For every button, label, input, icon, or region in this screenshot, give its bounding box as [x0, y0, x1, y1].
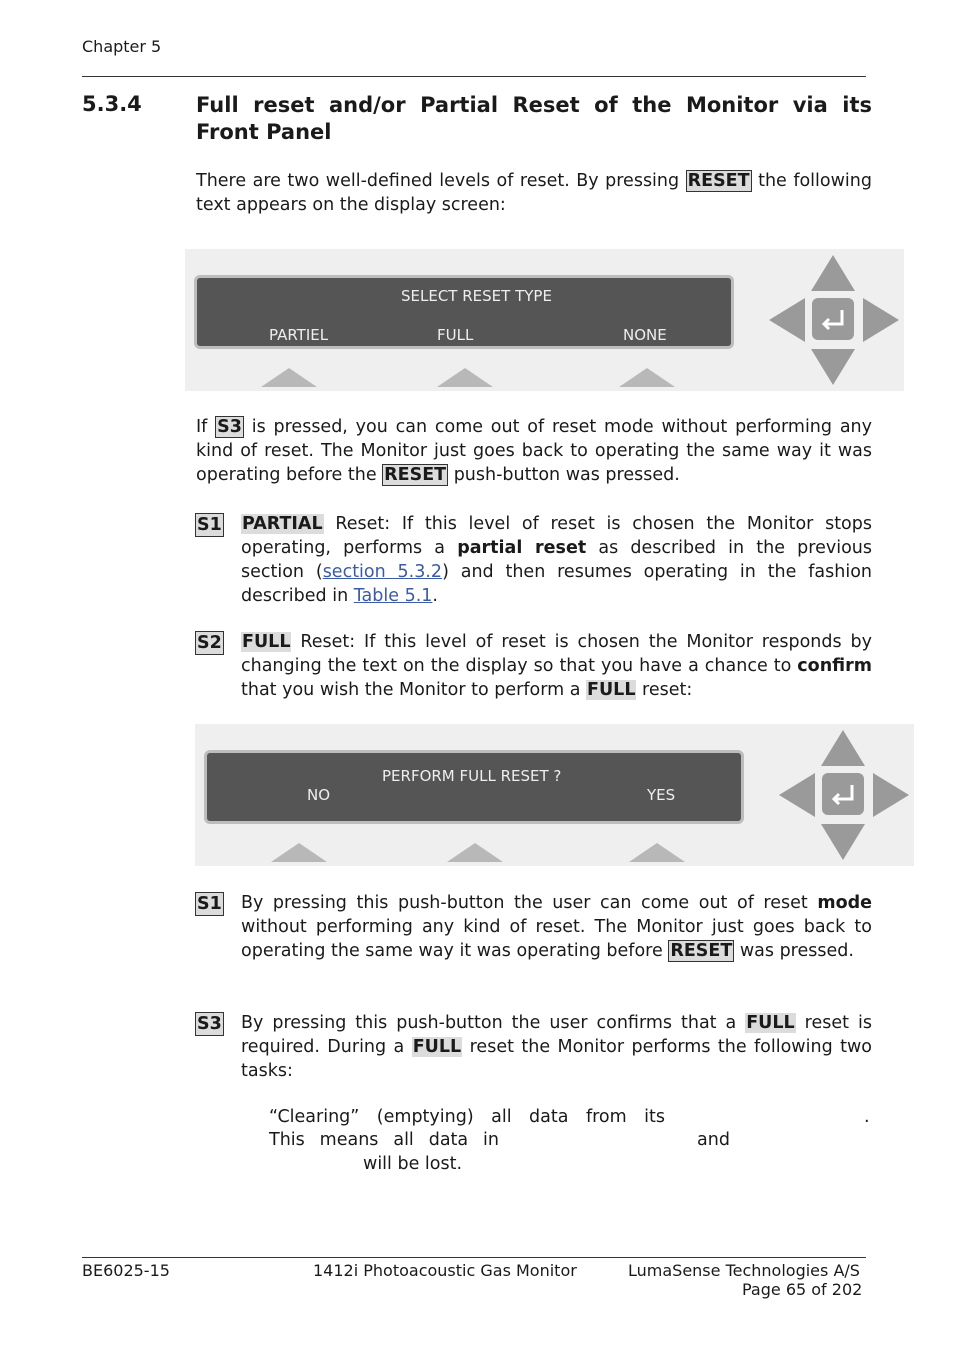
enter-key-icon[interactable] [822, 773, 864, 815]
s3-confirm-tag: S3 [197, 1014, 222, 1034]
softkey-s3-icon[interactable] [619, 368, 675, 387]
footer-rule [82, 1257, 866, 1258]
lcd-option-none: NONE [623, 326, 667, 344]
display-panel-1 [185, 249, 904, 391]
arrow-left-icon[interactable] [779, 773, 815, 817]
footer-product: 1412i Photoacoustic Gas Monitor [313, 1261, 577, 1280]
lcd-title: PERFORM FULL RESET ? [382, 767, 562, 785]
arrow-down-icon[interactable] [821, 824, 865, 860]
section-number: 5.3.4 [82, 92, 142, 116]
lcd-option-full: FULL [437, 326, 474, 344]
arrow-right-icon[interactable] [863, 298, 899, 342]
lcd-option-partiel: PARTIEL [269, 326, 329, 344]
s1-partial-paragraph: PARTIAL Reset: If this level of reset is chosen the Monitor stops operating, performs a partial reset as described in the previous section (section 5.3.2) and then resumes operating in the fashion described in Table 5.1. [241, 514, 872, 606]
arrow-left-icon[interactable] [769, 298, 805, 342]
s3-paragraph: If S3 is pressed, you can come out of reset mode without performing any kind of reset. The Monitor just goes back to operating the same way it was operating before the RESET push-button was pressed. [196, 417, 872, 485]
s1-tag: S1 [197, 515, 222, 535]
section-5-3-2-link[interactable]: section 5.3.2 [322, 562, 443, 582]
table-5-1-link[interactable]: Table 5.1 [353, 586, 433, 606]
softkey-s3-icon[interactable] [629, 843, 685, 862]
softkey-s1-icon[interactable] [271, 843, 327, 862]
lcd-screen-1 [194, 275, 734, 349]
arrow-down-icon[interactable] [811, 349, 855, 385]
enter-key-icon[interactable] [812, 298, 854, 340]
s1-confirm-paragraph: By pressing this push-button the user can come out of reset mode without performing any kind of reset. The Monitor just goes back to operating the same way it was operating before RESET was pressed. [241, 893, 872, 961]
lcd-title: SELECT RESET TYPE [401, 287, 552, 305]
lcd-option-no: NO [307, 786, 331, 804]
task-line-2-and: and [697, 1130, 730, 1150]
s1-confirm-tag: S1 [197, 894, 222, 914]
display-panel-2 [195, 724, 914, 866]
lcd-option-yes: YES [647, 786, 676, 804]
header-rule [82, 76, 866, 77]
footer-doc-id: BE6025-15 [82, 1261, 170, 1280]
s3-confirm-paragraph: By pressing this push-button the user confirms that a FULL reset is required. During a FULL reset the Monitor performs the following two tasks: [241, 1013, 872, 1081]
footer-company: LumaSense Technologies A/S [628, 1261, 860, 1280]
intro-paragraph: There are two well-defined levels of reset. By pressing RESET the following text appears on the display screen: [196, 171, 872, 215]
task-line-3: will be lost. [363, 1154, 463, 1174]
s2-full-paragraph: FULL Reset: If this level of reset is chosen the Monitor responds by changing the text on the display so that you have a chance to confirm that you wish the Monitor to perform a FULL reset: [241, 632, 872, 700]
task-line-2: This means all data in [269, 1130, 499, 1150]
arrow-right-icon[interactable] [873, 773, 909, 817]
lcd-screen-2 [204, 750, 744, 824]
softkey-s1-icon[interactable] [261, 368, 317, 387]
arrow-up-icon[interactable] [811, 255, 855, 291]
softkey-s2-icon[interactable] [437, 368, 493, 387]
arrow-up-icon[interactable] [821, 730, 865, 766]
task-line-1-end: . [864, 1107, 870, 1127]
chapter-header: Chapter 5 [82, 37, 162, 56]
footer-page: Page 65 of 202 [742, 1280, 863, 1299]
s2-tag: S2 [197, 633, 222, 653]
task-line-1: “Clearing” (emptying) all data from its [269, 1107, 665, 1127]
softkey-s2-icon[interactable] [447, 843, 503, 862]
reset-key: RESET [687, 171, 750, 191]
section-title: Full reset and/or Partial Reset of the Monitor via its Front Panel [196, 93, 872, 144]
